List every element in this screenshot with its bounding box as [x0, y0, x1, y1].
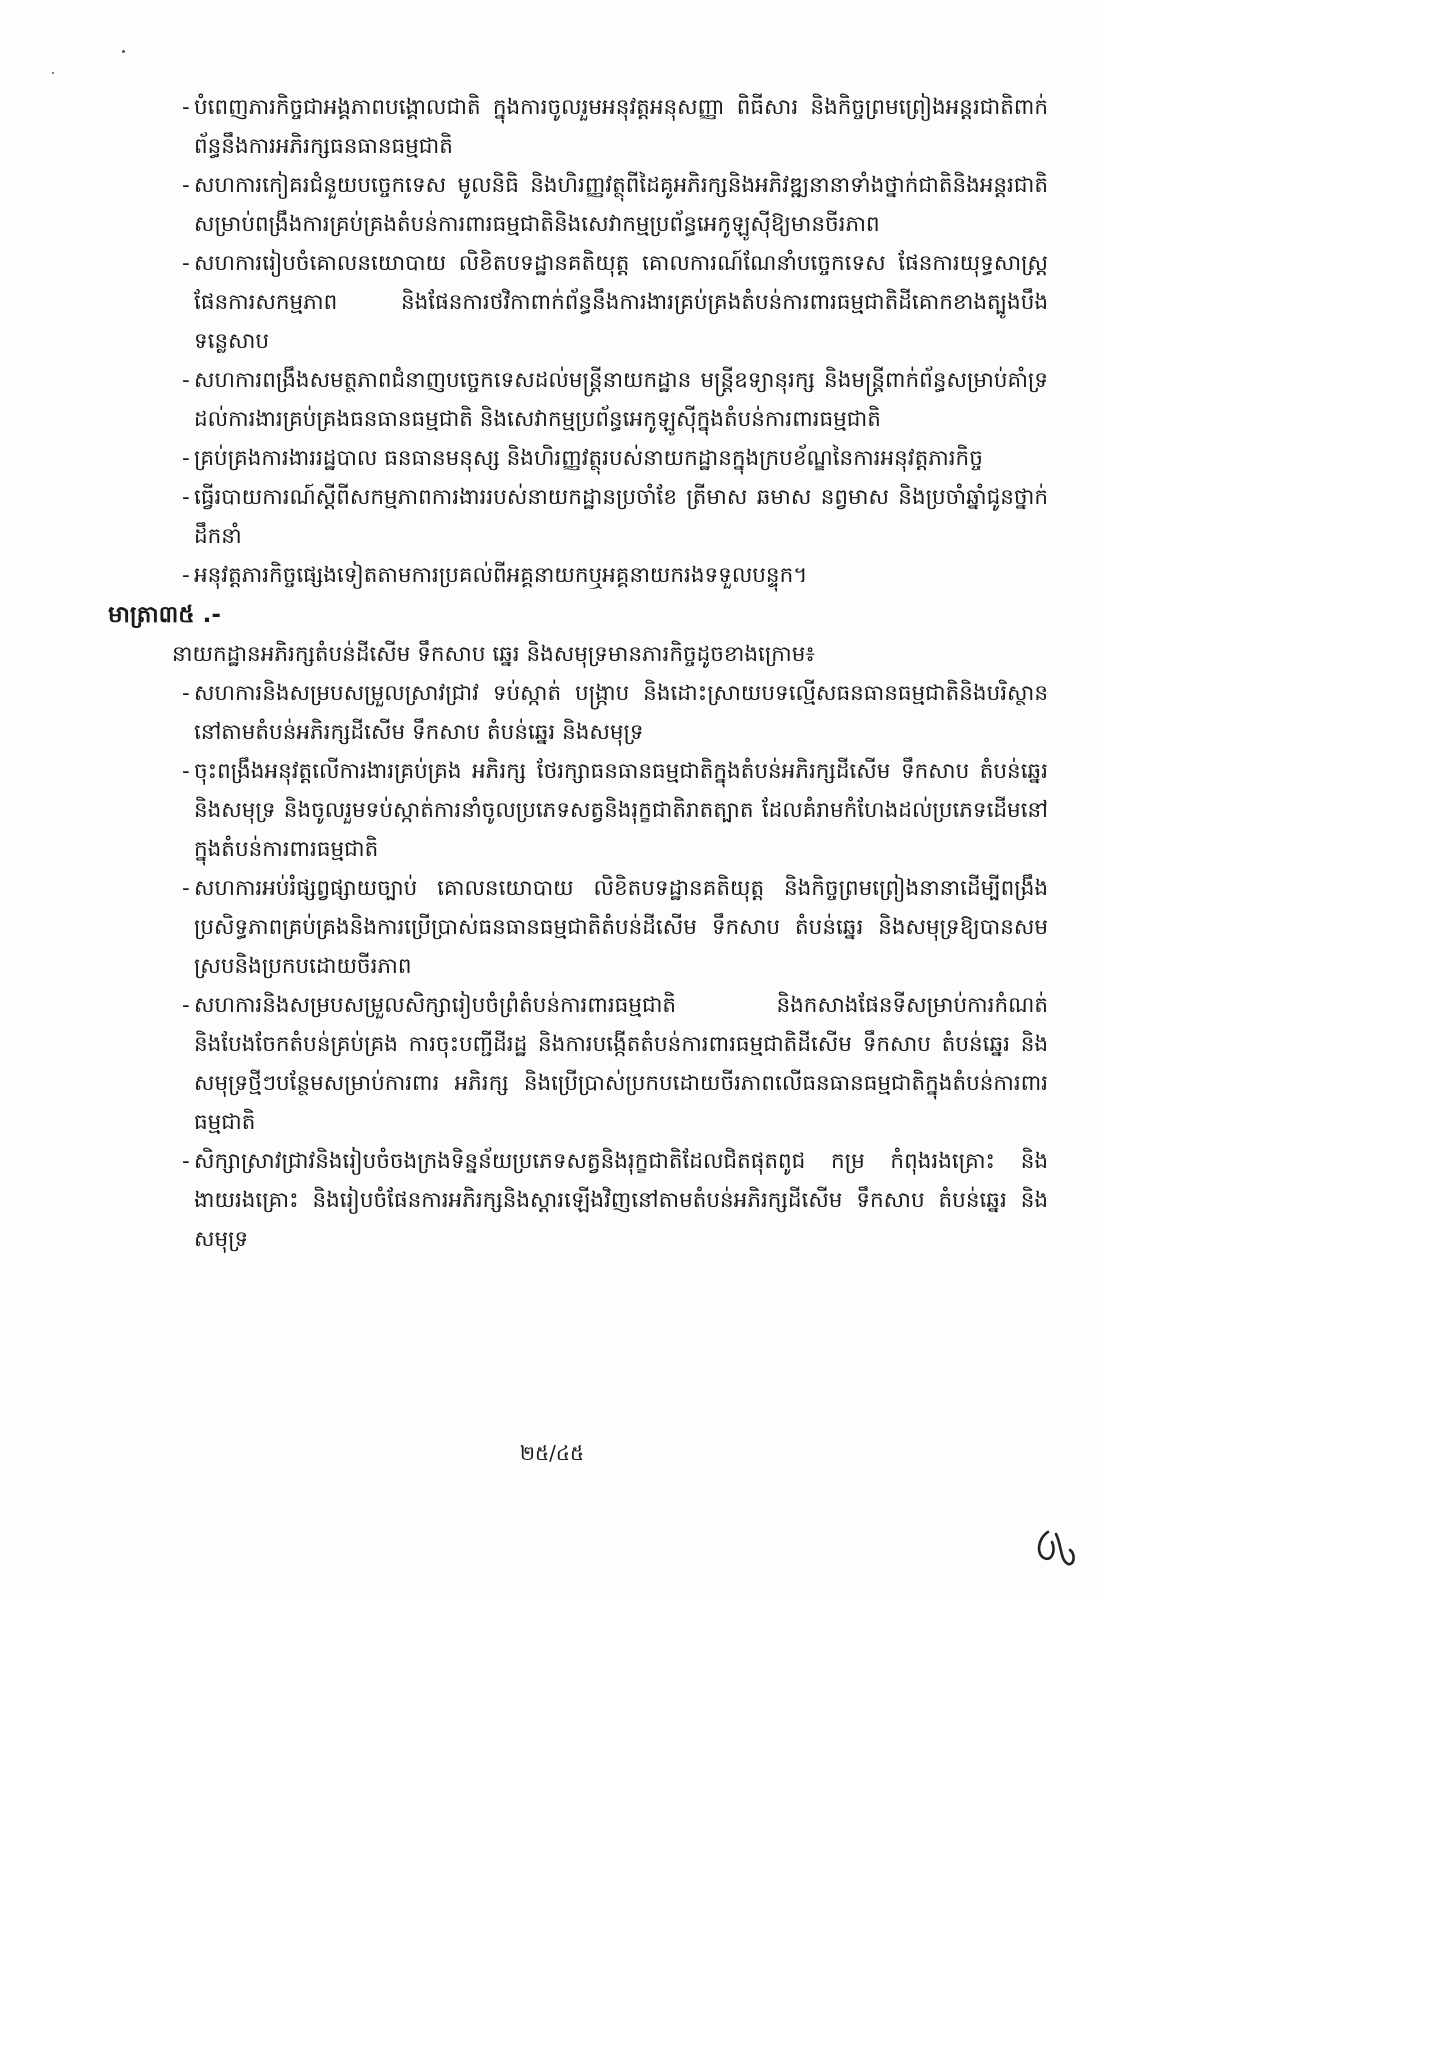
list-item: - បំពេញភារកិច្ចជាអង្គភាពបង្គោលជាតិ ក្នុងការចូលរួមអនុវត្តអនុសញ្ញា ពិធីសារ និងកិច្ចព្រមព្រៀងអន្តរជាតិពាក់ព័ន្ធនឹងការអភិរក្សធនធានធម្មជាតិ — [182, 95, 1048, 159]
list-item: - សហការអប់រំផ្សព្វផ្សាយច្បាប់ គោលនយោបាយ លិខិតបទដ្ឋានគតិយុត្ត និងកិច្ចព្រមព្រៀងនានាដើម្បីពង្រឹងប្រសិទ្ធភាពគ្រប់គ្រងនិងការប្រើប្រាស់ធនធានធម្មជាតិតំបន់ដីសើម ទឹកសាប តំបន់ឆ្នេរ និងសមុទ្រឱ្យបានសមស្របនិងប្រកបដោយចីរភាព — [182, 876, 1048, 979]
list-item: - អនុវត្តភារកិច្ចផ្សេងទៀតតាមការប្រគល់ពីអគ្គនាយកឬអគ្គនាយករងទទួលបន្ទុក។ — [182, 563, 808, 588]
duties-list-part2 — [108, 674, 1048, 1259]
duties-list-part1 — [108, 88, 1048, 595]
page-number: ២៥/៤៥ — [519, 1441, 585, 1465]
list-item: - ធ្វើរបាយការណ៍ស្តីពីសកម្មភាពការងាររបស់នាយកដ្ឋានប្រចាំខែ ត្រីមាស ឆមាស នព្វមាស និងប្រចាំឆ្នាំជូនថ្នាក់ដឹកនាំ — [182, 485, 1048, 549]
list-item: - សហការនិងសម្របសម្រួលស្រាវជ្រាវ ទប់ស្កាត់ បង្ក្រាប និងដោះស្រាយបទល្មើសធនធានធម្មជាតិនិងបរិស្ថាននៅតាមតំបន់អភិរក្សដីសើម ទឹកសាប តំបន់ឆ្នេរ និងសមុទ្រ — [182, 681, 1048, 745]
article-heading: មាត្រា៣៥ .- — [108, 602, 221, 628]
scan-speck — [52, 72, 54, 74]
signature-initial — [1030, 1524, 1082, 1574]
list-item: - សហការនិងសម្របសម្រួលសិក្សារៀបចំព្រំតំបន់ការពារធម្មជាតិ និងកសាងផែនទីសម្រាប់ការកំណត់និងបែងចែកតំបន់គ្រប់គ្រង ការចុះបញ្ជីដីរដ្ឋ និងការបង្កើតតំបន់ការពារធម្មជាតិដីសើម ទឹកសាប តំបន់ឆ្នេរ និងសមុទ្រថ្មីៗបន្ថែមសម្រាប់ការពារ អភិរក្ស និងប្រើប្រាស់ប្រកបដោយចីរភាពលើធនធានធម្មជាតិក្នុងតំបន់ការពារធម្មជាតិ — [182, 993, 1048, 1135]
list-item: - សិក្សាស្រាវជ្រាវនិងរៀបចំចងក្រងទិន្នន័យប្រភេទសត្វនិងរុក្ខជាតិដែលជិតផុតពូជ កម្រ កំពុងរងគ្រោះ និងងាយរងគ្រោះ និងរៀបចំផែនការអភិរក្សនិងស្តារឡើងវិញនៅតាមតំបន់អភិរក្សដីសើម ទឹកសាប តំបន់ឆ្នេរ និងសមុទ្រ — [182, 1149, 1048, 1252]
list-item: - សហការកៀគរជំនួយបច្ចេកទេស មូលនិធិ និងហិរញ្ញវត្ថុពីដៃគូអភិរក្សនិងអភិវឌ្ឍនានាទាំងថ្នាក់ជាតិនិងអន្តរជាតិ សម្រាប់ពង្រឹងការគ្រប់គ្រងតំបន់ការពារធម្មជាតិនិងសេវាកម្មប្រព័ន្ធអេកូឡូស៊ីឱ្យមានចីរភាព — [182, 173, 1048, 237]
list-item: - គ្រប់គ្រងការងាររដ្ឋបាល ធនធានមនុស្ស និងហិរញ្ញវត្ថុរបស់នាយកដ្ឋានក្នុងក្របខ័ណ្ឌនៃការអនុវត្តភារកិច្ច — [182, 446, 983, 471]
scan-speck — [122, 50, 125, 53]
article-intro: នាយកដ្ឋានអភិរក្សតំបន់ដីសើម ទឹកសាប ឆ្នេរ និងសមុទ្រមានភារកិច្ចដូចខាងក្រោម៖ — [172, 642, 815, 667]
list-item: - សហការរៀបចំគោលនយោបាយ លិខិតបទដ្ឋានគតិយុត្ត គោលការណ៍ណែនាំបច្ចេកទេស ផែនការយុទ្ធសាស្ត្រ ផែនការសកម្មភាព និងផែនការថវិកាពាក់ព័ន្ធនឹងការងារគ្រប់គ្រងតំបន់ការពារធម្មជាតិដីគោកខាងត្បូងបឹងទន្លេសាប — [182, 251, 1048, 354]
document-body — [108, 88, 1048, 1259]
list-item: - ចុះពង្រឹងអនុវត្តលើការងារគ្រប់គ្រង អភិរក្ស ថែរក្សាធនធានធម្មជាតិក្នុងតំបន់អភិរក្សដីសើម ទឹកសាប តំបន់ឆ្នេរ និងសមុទ្រ និងចូលរួមទប់ស្កាត់ការនាំចូលប្រភេទសត្វនិងរុក្ខជាតិរាតត្បាត ដែលគំរាមកំហែងដល់ប្រភេទដើមនៅក្នុងតំបន់ការពារធម្មជាតិ — [182, 759, 1048, 862]
list-item: - សហការពង្រឹងសមត្ថភាពជំនាញបច្ចេកទេសដល់មន្ត្រីនាយកដ្ឋាន មន្ត្រីឧទ្យានុរក្ស និងមន្ត្រីពាក់ព័ន្ធសម្រាប់គាំទ្រដល់ការងារគ្រប់គ្រងធនធានធម្មជាតិ និងសេវាកម្មប្រព័ន្ធអេកូឡូស៊ីក្នុងតំបន់ការពារធម្មជាតិ — [182, 368, 1048, 432]
